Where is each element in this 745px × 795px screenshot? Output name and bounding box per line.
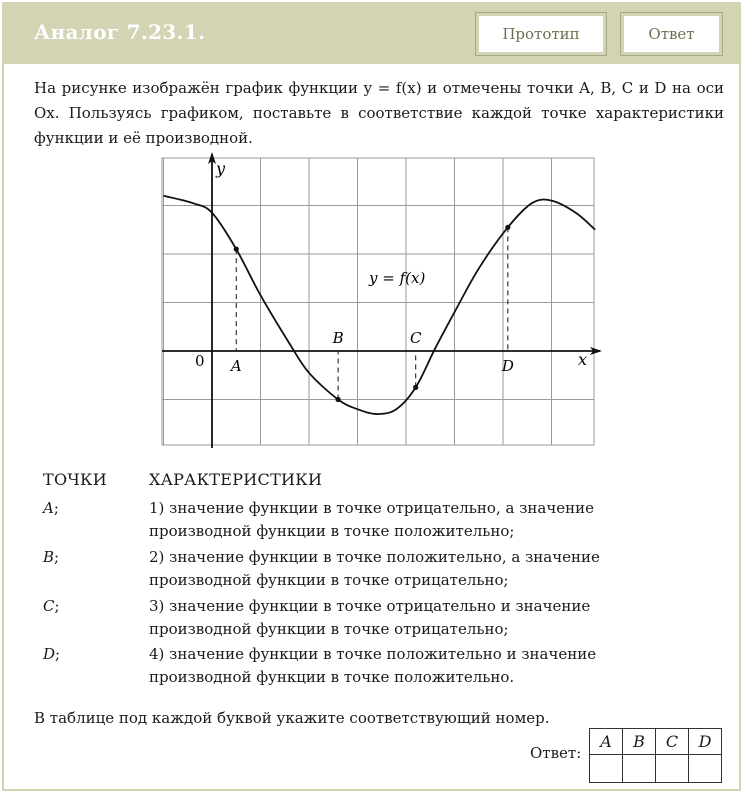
- characteristics-heading: ХАРАКТЕРИСТИКИ: [149, 470, 323, 489]
- answer-table: [589, 728, 722, 783]
- point-d-label: D: [501, 357, 514, 375]
- function-curve: [164, 196, 596, 414]
- point-letter: D;: [43, 645, 61, 663]
- problem-statement: На рисунке изображён график функции y = f(x) и отмечены точки A, B, C и D на оси Ox. Пользуясь графиком, поставьте в соответствие каждой точке характеристики функции и её производной.: [34, 79, 724, 147]
- answer-header-row: [590, 729, 722, 755]
- origin-label: 0: [195, 352, 205, 370]
- point-letter: C;: [43, 597, 60, 615]
- point-a-marker: [229, 247, 242, 375]
- answer-column-a: A: [590, 729, 623, 755]
- characteristic-text: 4) значение функции в точке положительно и значение производной функции в точке положительно.: [149, 645, 597, 686]
- point-b-label: B: [332, 329, 344, 347]
- points-heading: ТОЧКИ: [43, 470, 107, 489]
- point-a-label: A: [230, 357, 242, 375]
- point-c-label: C: [409, 329, 422, 347]
- problem-card: [2, 2, 741, 791]
- instruction-text: В таблице под каждой буквой укажите соответствующий номер.: [34, 709, 550, 727]
- answer-column-b: B: [623, 729, 656, 755]
- function-graph: [154, 152, 604, 457]
- point-letter: A;: [43, 499, 59, 517]
- answer-cell-c[interactable]: [656, 755, 689, 783]
- answer-cell-a[interactable]: [590, 755, 623, 783]
- answer-cell-d[interactable]: [689, 755, 722, 783]
- characteristic-text: 2) значение функции в точке положительно, а значение производной функции в точке отрицательно;: [149, 548, 600, 589]
- characteristic-text: 3) значение функции в точке отрицательно и значение производной функции в точке отрицательно;: [149, 597, 591, 638]
- answer-label: Ответ:: [530, 744, 582, 762]
- function-label: y = f(x): [369, 269, 426, 287]
- graph-axes: [162, 152, 602, 448]
- y-axis-label: y: [216, 159, 226, 178]
- characteristic-text: 1) значение функции в точке отрицательно, а значение производной функции в точке положительно;: [149, 499, 594, 540]
- answer-values-row: [590, 755, 722, 783]
- x-axis-label: x: [578, 350, 588, 369]
- answer-column-d: D: [689, 729, 722, 755]
- answer-cell-b[interactable]: [623, 755, 656, 783]
- answer-column-c: C: [656, 729, 689, 755]
- page-title: Аналог 7.23.1.: [34, 20, 206, 44]
- graph-grid: [162, 158, 594, 445]
- point-b-marker: [332, 329, 344, 402]
- point-letter: B;: [43, 548, 60, 566]
- card-header: [4, 4, 739, 64]
- answer-button[interactable]: Ответ: [620, 12, 723, 56]
- prototype-button[interactable]: Прототип: [475, 12, 607, 56]
